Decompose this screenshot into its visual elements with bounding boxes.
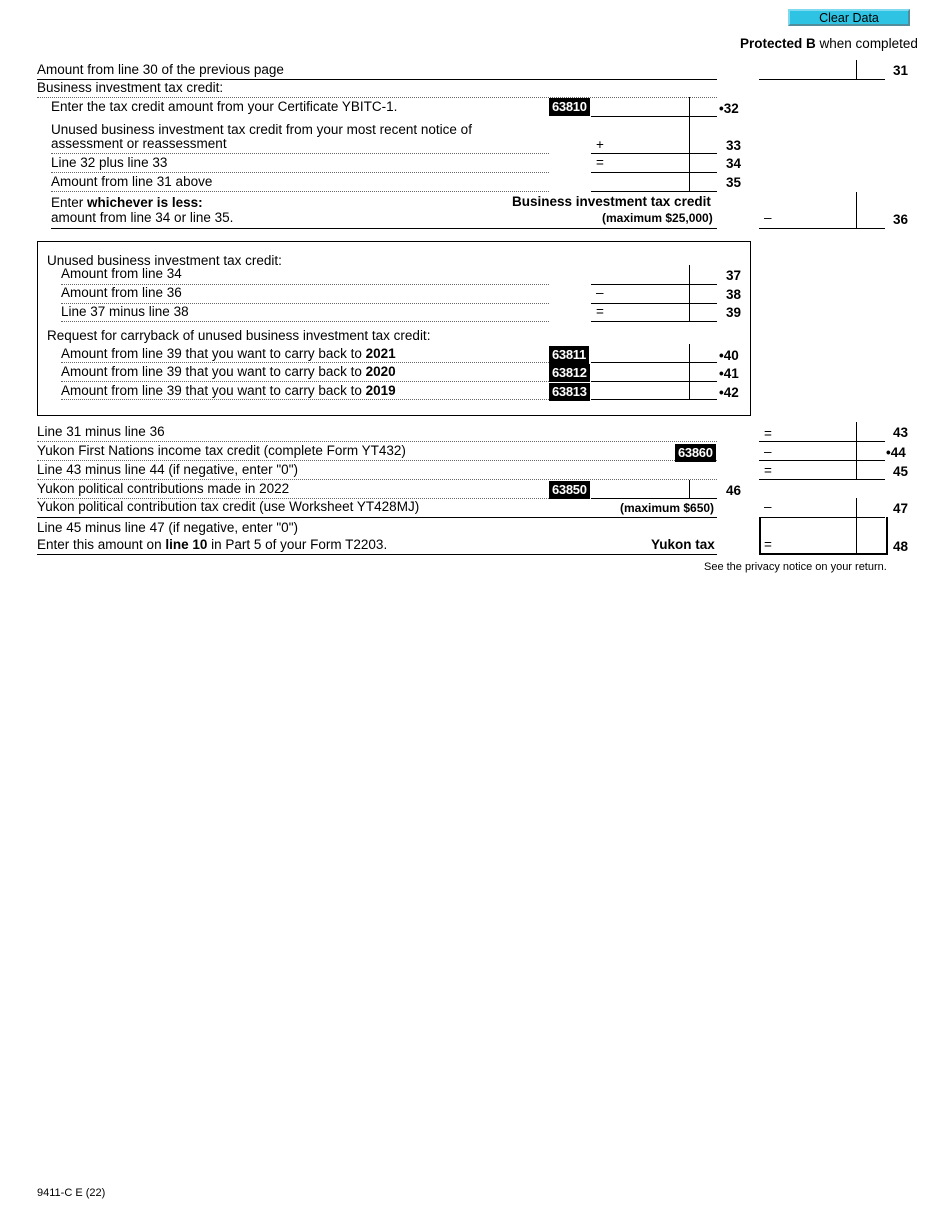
line-33-input[interactable] — [591, 134, 689, 152]
carryback-heading: Request for carryback of unused business investment tax credit: — [47, 328, 431, 343]
form-id: 9411-C E (22) — [37, 1187, 106, 1199]
line-45-cents-divider — [856, 460, 857, 480]
line-47-rule — [37, 517, 717, 518]
line-43-input[interactable] — [759, 422, 856, 440]
line-46-cents-divider — [689, 480, 690, 499]
line-37-number: 37 — [726, 268, 742, 283]
line-37-cents-divider — [689, 265, 690, 285]
line-46-input[interactable] — [591, 479, 689, 497]
line-41-input[interactable] — [591, 362, 689, 380]
line-44-label: Yukon First Nations income tax credit (complete Form YT432) — [37, 443, 406, 458]
line-45-label: Line 43 minus line 44 (if negative, enter "0") — [37, 462, 298, 477]
line-33-label-2: assessment or reassessment — [51, 136, 227, 151]
line-41-code: 63812 — [549, 364, 590, 382]
line-36-input[interactable] — [759, 208, 856, 226]
line-35-field-underline — [591, 191, 717, 192]
line-36-label-2: amount from line 34 or line 35. — [51, 210, 234, 225]
line-33-number: 33 — [726, 138, 742, 153]
line-38-cents-divider — [689, 284, 690, 304]
line-44-cents-divider — [856, 441, 857, 461]
line-47-number: 47 — [893, 501, 909, 516]
line-34-label: Line 32 plus line 33 — [51, 155, 168, 170]
line-36-bitc-caption: Business investment tax credit — [512, 194, 711, 209]
line-36-cents-divider — [856, 192, 857, 229]
line-48-label-1: Line 45 minus line 47 (if negative, enter "0") — [37, 520, 298, 535]
line-32-input[interactable] — [591, 97, 689, 115]
unused-credit-heading: Unused business investment tax credit: — [47, 253, 282, 268]
line-47-input[interactable] — [759, 498, 856, 516]
line-39-cents-divider — [689, 303, 690, 322]
line-34-cents-divider — [689, 154, 690, 173]
line-38-input[interactable] — [591, 284, 689, 302]
line-40-label: Amount from line 39 that you want to carry back to 2021 — [61, 346, 396, 361]
line-31-label: Amount from line 30 of the previous page — [37, 62, 284, 77]
line-40-rule — [61, 362, 549, 363]
line-42-rule — [61, 399, 549, 400]
line-40-code: 63811 — [549, 346, 589, 364]
line-48-rule — [37, 554, 717, 555]
line-35-label: Amount from line 31 above — [51, 174, 213, 189]
line-39-input[interactable] — [591, 303, 689, 321]
line-43-cents-divider — [856, 422, 857, 442]
line-38-label: Amount from line 36 — [61, 285, 182, 300]
line-32-cents-divider — [689, 97, 690, 117]
line-33-label-1: Unused business investment tax credit from your most recent notice of — [51, 122, 472, 137]
line-37-input[interactable] — [591, 265, 689, 283]
line-33-cents-divider — [689, 117, 690, 154]
line-45-operator: = — [764, 463, 772, 478]
line-43-operator: = — [764, 426, 772, 441]
line-33-operator: + — [596, 137, 604, 152]
line-39-number: 39 — [726, 305, 742, 320]
line-41-cents-divider — [689, 363, 690, 382]
line-39-label: Line 37 minus line 38 — [61, 304, 189, 319]
line-41-label: Amount from line 39 that you want to carry back to 2020 — [61, 364, 396, 379]
line-45-input[interactable] — [759, 460, 856, 478]
line-38-number: 38 — [726, 287, 742, 302]
line-34-rule — [51, 172, 549, 173]
line-44-input[interactable] — [759, 441, 856, 459]
line-42-field-underline — [591, 399, 717, 400]
line-39-operator: = — [596, 304, 604, 319]
line-44-number: •44 — [886, 445, 906, 460]
line-46-number: 46 — [726, 483, 742, 498]
line-42-number: •42 — [719, 385, 739, 400]
line-44-rule — [37, 460, 717, 461]
protected-b-label: Protected B when completed — [740, 36, 918, 51]
line-41-rule — [61, 381, 549, 382]
line-48-input[interactable] — [762, 532, 856, 550]
privacy-notice: See the privacy notice on your return. — [704, 561, 887, 573]
line-42-label: Amount from line 39 that you want to carry back to 2019 — [61, 383, 396, 398]
bitc-heading: Business investment tax credit: — [37, 80, 224, 95]
line-36-operator: – — [764, 210, 772, 225]
line-34-operator: = — [596, 155, 604, 170]
line-44-code: 63860 — [675, 444, 716, 462]
line-33-rule — [51, 153, 549, 154]
yukon-tax-caption: Yukon tax — [651, 537, 715, 552]
line-46-label: Yukon political contributions made in 2022 — [37, 481, 290, 496]
line-32-code: 63810 — [549, 98, 590, 116]
line-35-number: 35 — [726, 175, 742, 190]
line-42-input[interactable] — [591, 381, 689, 399]
line-39-field-underline — [591, 321, 717, 322]
line-34-input[interactable] — [591, 153, 689, 171]
line-36-field-underline — [759, 228, 885, 229]
line-45-field-underline — [759, 479, 885, 480]
line-40-input[interactable] — [591, 344, 689, 362]
line-35-input[interactable] — [591, 172, 689, 190]
line-31-cents-divider — [856, 60, 857, 80]
line-40-number: •40 — [719, 348, 739, 363]
line-36-number: 36 — [893, 212, 909, 227]
line-47-operator: – — [764, 499, 772, 514]
line-36-maximum: (maximum $25,000) — [602, 211, 713, 225]
line-43-number: 43 — [893, 425, 909, 440]
line-31-input[interactable] — [759, 60, 856, 78]
line-31-number: 31 — [893, 63, 909, 78]
line-46-field-underline — [591, 498, 717, 499]
line-36-label-1: Enter whichever is less: — [51, 195, 203, 210]
line-42-cents-divider — [689, 382, 690, 400]
line-37-label: Amount from line 34 — [61, 266, 182, 281]
line-32-label: Enter the tax credit amount from your Certificate YBITC-1. — [51, 99, 398, 114]
line-32-field-underline — [591, 116, 717, 117]
line-38-operator: – — [596, 285, 604, 300]
line-40-cents-divider — [689, 344, 690, 363]
line-34-number: 34 — [726, 156, 742, 171]
line-47-label: Yukon political contribution tax credit (use Worksheet YT428MJ) — [37, 499, 420, 514]
line-46-code: 63850 — [549, 481, 590, 499]
line-35-rule — [51, 191, 549, 192]
line-45-number: 45 — [893, 464, 909, 479]
line-43-label: Line 31 minus line 36 — [37, 424, 165, 439]
line-42-code: 63813 — [549, 383, 590, 401]
line-36-rule — [51, 228, 717, 229]
line-35-cents-divider — [689, 173, 690, 192]
line-48-number: 48 — [893, 539, 909, 554]
line-39-rule — [61, 321, 549, 322]
line-47-maximum: (maximum $650) — [620, 501, 715, 515]
line-48-label-2: Enter this amount on line 10 in Part 5 of your Form T2203. — [37, 537, 388, 552]
line-48-cents-divider — [856, 517, 857, 555]
line-48-operator: = — [764, 537, 772, 552]
clear-data-button[interactable]: Clear Data — [788, 9, 910, 26]
line-44-operator: – — [764, 444, 772, 459]
line-31-field-underline — [759, 79, 885, 80]
line-32-number: •32 — [719, 101, 739, 116]
line-43-rule — [37, 441, 717, 442]
line-47-cents-divider — [856, 498, 857, 518]
line-41-number: •41 — [719, 366, 739, 381]
